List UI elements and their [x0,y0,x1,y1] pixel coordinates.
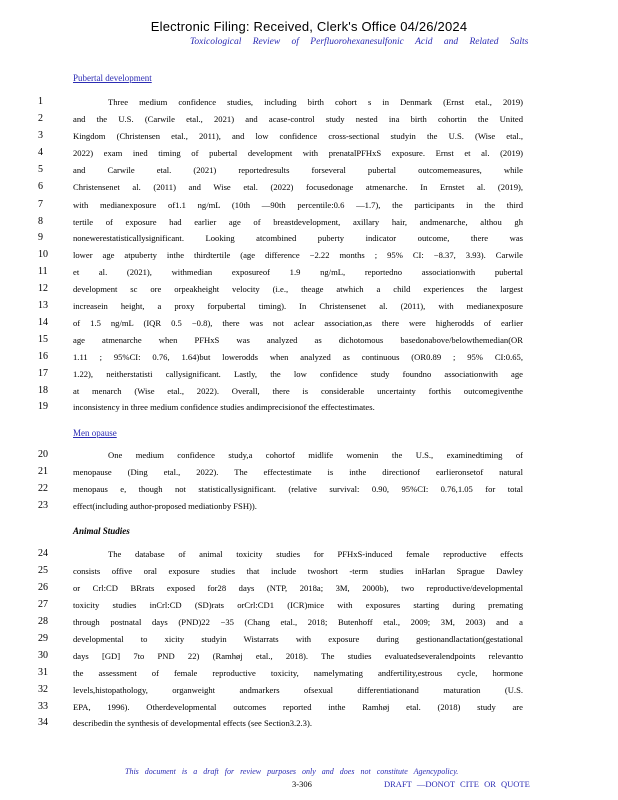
line-number: 16 [38,351,48,362]
line-number: 17 [38,368,48,379]
section-heading-pubertal: Pubertal development [73,73,152,83]
line-text: age atmenarche when PFHxS was analyzed as dichotomous basedonabove/belowthemedian(OR [73,335,523,345]
line-text: 1.22), neitherstatisti callysignificant. Lastly, the low confidence study foundno associationwith age [73,369,523,379]
line-text: The database of animal toxicity studies for PFHxS-induced female reproductive effects [108,549,523,559]
line-number: 22 [38,483,48,494]
line-text: and Carwile etal. (2021) reportedresults forseveral pubertal outcomemeasures, while [73,165,523,175]
filing-header: Electronic Filing: Received, Clerk's Office 04/26/2024 [150,19,468,34]
text-line [0,402,618,417]
text-line [0,335,618,350]
line-text: Christensenet al. (2011) and Wise etal. (2022) focusedonage atmenarche. In Ernstet al. (2019), [73,182,523,192]
line-text: et al. (2021), withmedian exposureof 1.9 ng/mL, reportedno associationwith pubertal [73,267,523,277]
text-line [0,217,618,232]
page-number: 3-306 [292,779,312,789]
line-text: Kingdom (Christensen etal., 2011), and low confidence cross-sectional studyin the U.S. (Wise etal., [73,131,523,141]
text-line [0,352,618,367]
line-text: lower age atpuberty inthe thirdtertile (age difference −2.22 months ; 95% CI: −8.37, 3.93). Carwile [73,250,523,260]
line-text: levels,histopathology, organweight andmarkers ofsexual differentiationand maturation (U.S. [73,685,523,695]
draft-disclaimer: This document is a draft for review purposes only and does not constitute Agencypolicy. [125,767,459,776]
text-line [0,501,618,516]
line-number: 9 [38,232,43,243]
text-line [0,148,618,163]
line-text: menopause (Ding etal., 2022). The effectestimate is inthe directionof earlieronsetof natural [73,467,523,477]
line-text: Three medium confidence studies, including birth cohort s in Denmark (Ernst etal., 2019) [108,97,523,107]
line-number: 6 [38,181,43,192]
line-text: at menarch (Wise etal., 2022). Overall, there is considerable uncertainty forthis outcomegiventhe [73,386,523,396]
line-text: developmental to xicity studyin Wistarrats with exposure during gestionandlactation(gestational [73,634,523,644]
line-number: 30 [38,650,48,661]
text-line [0,165,618,180]
line-number: 20 [38,449,48,460]
line-number: 4 [38,147,43,158]
line-text: tertile of exposure had earlier age of breastdevelopment, axillary hair, andmenarche, althou gh [73,217,523,227]
line-number: 7 [38,199,43,210]
text-line [0,267,618,282]
line-number: 15 [38,334,48,345]
text-line [0,702,618,717]
line-text: the assessment of female reproductive toxicity, namelymating andfertility,estrous cycle, hormone [73,668,523,678]
line-number: 1 [38,96,43,107]
line-number: 33 [38,701,48,712]
text-line [0,583,618,598]
line-number: 10 [38,249,48,260]
line-number: 23 [38,500,48,511]
text-line [0,97,618,112]
line-number: 19 [38,401,48,412]
line-number: 8 [38,216,43,227]
line-number: 29 [38,633,48,644]
line-text: increasein height, a proxy forpubertal timing). In Christensenet al. (2011), with medianexposure [73,301,523,311]
text-line [0,467,618,482]
text-line [0,634,618,649]
text-line [0,301,618,316]
line-number: 2 [38,113,43,124]
text-line [0,318,618,333]
line-text: effect(including author-proposed mediationby FSH)). [73,501,257,511]
line-number: 18 [38,385,48,396]
line-text: menopaus e, though not statisticallysignificant. (relative survival: 0.90, 95%CI: 0.76,1.05 for total [73,484,523,494]
line-text: and the U.S. (Carwile etal., 2021) and acase-control study nested ina birth cohortin the United [73,114,523,124]
text-line [0,668,618,683]
text-line [0,131,618,146]
line-number: 12 [38,283,48,294]
text-line [0,718,618,733]
text-line [0,369,618,384]
line-text: with medianexposure of1.1 ng/mL (10th —90th percentile:0.6 —1.7), the participants in the third [73,200,523,210]
line-number: 21 [38,466,48,477]
text-line [0,600,618,615]
line-number: 13 [38,300,48,311]
line-number: 24 [38,548,48,559]
line-text: nonewerestatisticallysignificant. Looking atcombined puberty indicator outcome, there was [73,233,523,243]
text-line [0,651,618,666]
text-line [0,685,618,700]
line-number: 34 [38,717,48,728]
text-line [0,114,618,129]
line-text: One medium confidence study,a cohortof midlife womenin the U.S., examinedtiming of [108,450,523,460]
section-heading-menopause: Men opause [73,428,117,438]
line-text: inconsistency in three medium confidence studies andimprecisionof the effectestimates. [73,402,375,412]
text-line [0,200,618,215]
line-number: 31 [38,667,48,678]
text-line [0,250,618,265]
text-line [0,617,618,632]
text-line [0,386,618,401]
line-text: EPA, 1996). Otherdevelopmental outcomes reported inthe Ramhøj etal. (2018) study are [73,702,523,712]
line-text: consists offive oral exposure studies that include twoshort -term studies inHarlan Sprague Dawley [73,566,523,576]
line-number: 14 [38,317,48,328]
line-text: describedin the synthesis of developmental effects (see Section3.2.3). [73,718,312,728]
line-number: 32 [38,684,48,695]
line-number: 3 [38,130,43,141]
text-line [0,284,618,299]
line-number: 28 [38,616,48,627]
text-line [0,549,618,564]
line-text: toxicity studies inCrl:CD (SD)rats orCrl:CD1 (ICR)mice with exposures starting during premating [73,600,523,610]
line-text: days [GD] 7to PND 22) (Ramhøj etal., 2018). The studies evaluatedseveralendpoints relevantto [73,651,523,661]
line-number: 25 [38,565,48,576]
document-title: Toxicological Review of Perfluorohexanesulfonic Acid and Related Salts [190,37,529,47]
text-line [0,450,618,465]
line-number: 27 [38,599,48,610]
line-text: of 1.5 ng/mL (IQR 0.5 −0.8), there was not aclear association,as there were higherodds of earlier [73,318,523,328]
text-line [0,233,618,248]
text-line [0,484,618,499]
line-text: through postnatal days (PND)22 −35 (Chang etal., 2018; Butenhoff etal., 2009; 3M, 2003) and a [73,617,523,627]
line-number: 11 [38,266,48,277]
line-text: development sc ore orpeakheight velocity (i.e., theage atwhich a child experiences the largest [73,284,523,294]
line-text: 1.11 ; 95%CI: 0.76, 1.64)but lowerodds when analyzed as continuous (OR0.89 ; 95% CI:0.65, [73,352,523,362]
text-line [0,182,618,197]
text-line [0,566,618,581]
line-text: 2022) exam ined timing of pubertal development with prenatalPFHxS exposure. Ernst et al. (2019) [73,148,523,158]
line-number: 5 [38,164,43,175]
draft-notice: DRAFT —DONOT CITE OR QUOTE [384,779,530,789]
line-text: or Crl:CD BRrats exposed for28 days (NTP, 2018a; 3M, 2000b), two reproductive/developmental [73,583,523,593]
line-number: 26 [38,582,48,593]
section-heading-animal: Animal Studies [73,526,130,536]
